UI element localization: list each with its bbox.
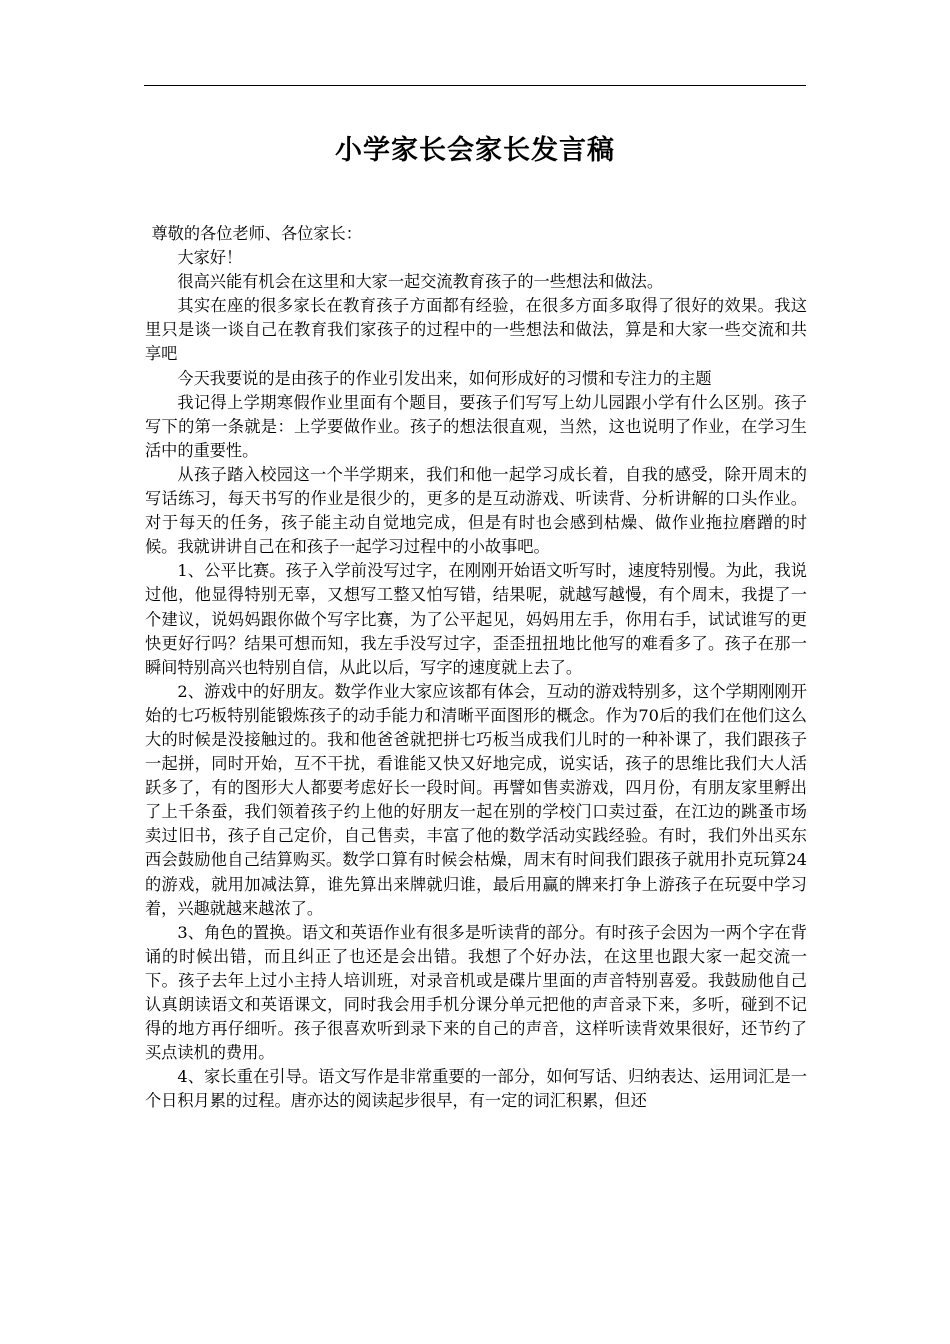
body-paragraph: 1、公平比赛。孩子入学前没写过字，在刚刚开始语文听写时，速度特别慢。为此，我说过他，他显得特别无辜，又想写工整又怕写错，结果呢，就越写越慢，有个周末，我提了一个建议，说妈妈跟你做个写字比赛，为了公平起见，妈妈用左手，你用右手，试试谁写的更快更好行吗？结果可想而知，我左手没写过字，歪歪扭扭地比他写的难看多了。孩子在那一瞬间特别高兴也特别自信，从此以后，写字的速度就上去了。 bbox=[145, 561, 807, 677]
body-paragraph: 3、角色的置换。语文和英语作业有很多是听读背的部分。有时孩子会因为一两个字在背诵的时候出错，而且纠正了也还是会出错。我想了个好办法，在这里也跟大家一起交流一下。孩子去年上过小主持人培训班，对录音机或是碟片里面的声音特别喜爱。我鼓励他自己认真朗读语文和英语课文，同时我会用手机分课分单元把他的声音录下来，多听，碰到不记得的地方再仔细听。孩子很喜欢听到录下来的自己的声音，这样听读背效果很好，还节约了买点读机的费用。 bbox=[145, 922, 807, 1063]
body-paragraph: 很高兴能有机会在这里和大家一起交流教育孩子的一些想法和做法。 bbox=[177, 272, 664, 292]
header-rule bbox=[144, 85, 806, 86]
page-title: 小学家长会家长发言稿 bbox=[335, 135, 615, 166]
body-paragraph: 今天我要说的是由孩子的作业引发出来，如何形成好的习惯和专注力的主题 bbox=[177, 368, 712, 388]
greeting: 大家好！ bbox=[177, 248, 243, 268]
body-paragraph: 2、游戏中的好朋友。数学作业大家应该都有体会，互动的游戏特别多，这个学期刚刚开始的七巧板特别能锻炼孩子的动手能力和清晰平面图形的概念。作为70后的我们在他们这么大的时候是没接触过的。我和他爸爸就把拼七巧板当成我们儿时的一种补课了，我们跟孩子一起拼，同时开始，互不干扰，看谁能又快又好地完成，说实话，孩子的思维比我们大人活跃多了，有的图形大人都要考虑好长一段时间。再譬如售卖游戏，四月份，有朋友家里孵出了上千条蚕，我们领着孩子约上他的好朋友一起在别的学校门口卖过蚕，在江边的跳蚤市场卖过旧书，孩子自己定价，自己售卖，丰富了他的数学活动实践经验。有时，我们外出买东西会鼓励他自己结算购买。数学口算有时候会枯燥，周末有时间我们跟孩子就用扑克玩算24的游戏，就用加减法算，谁先算出来牌就归谁，最后用赢的牌来打争上游孩子在玩耍中学习着，兴趣就越来越浓了。 bbox=[145, 681, 807, 918]
body-paragraph: 4、家长重在引导。语文写作是非常重要的一部分，如何写话、归纳表达、运用词汇是一个日积月累的过程。唐亦达的阅读起步很早，有一定的词汇积累，但还 bbox=[145, 1067, 807, 1111]
body-paragraph: 其实在座的很多家长在教育孩子方面都有经验，在很多方面多取得了很好的效果。我这里只是谈一谈自己在教育我们家孩子的过程中的一些想法和做法，算是和大家一些交流和共享吧 bbox=[145, 296, 807, 364]
body-paragraph: 我记得上学期寒假作业里面有个题目，要孩子们写写上幼儿园跟小学有什么区别。孩子写下的第一条就是：上学要做作业。孩子的想法很直观，当然，这也说明了作业，在学习生活中的重要性。 bbox=[145, 392, 807, 460]
body-paragraph: 从孩子踏入校园这一个半学期来，我们和他一起学习成长着，自我的感受，除开周末的写话练习，每天书写的作业是很少的，更多的是互动游戏、听读背、分析讲解的口头作业。对于每天的任务，孩子能主动自觉地完成，但是有时也会感到枯燥、做作业拖拉磨蹭的时候。我就讲讲自己在和孩子一起学习过程中的小故事吧。 bbox=[145, 464, 807, 557]
document-body bbox=[145, 222, 807, 1113]
salutation: 尊敬的各位老师、各位家长： bbox=[151, 224, 362, 243]
